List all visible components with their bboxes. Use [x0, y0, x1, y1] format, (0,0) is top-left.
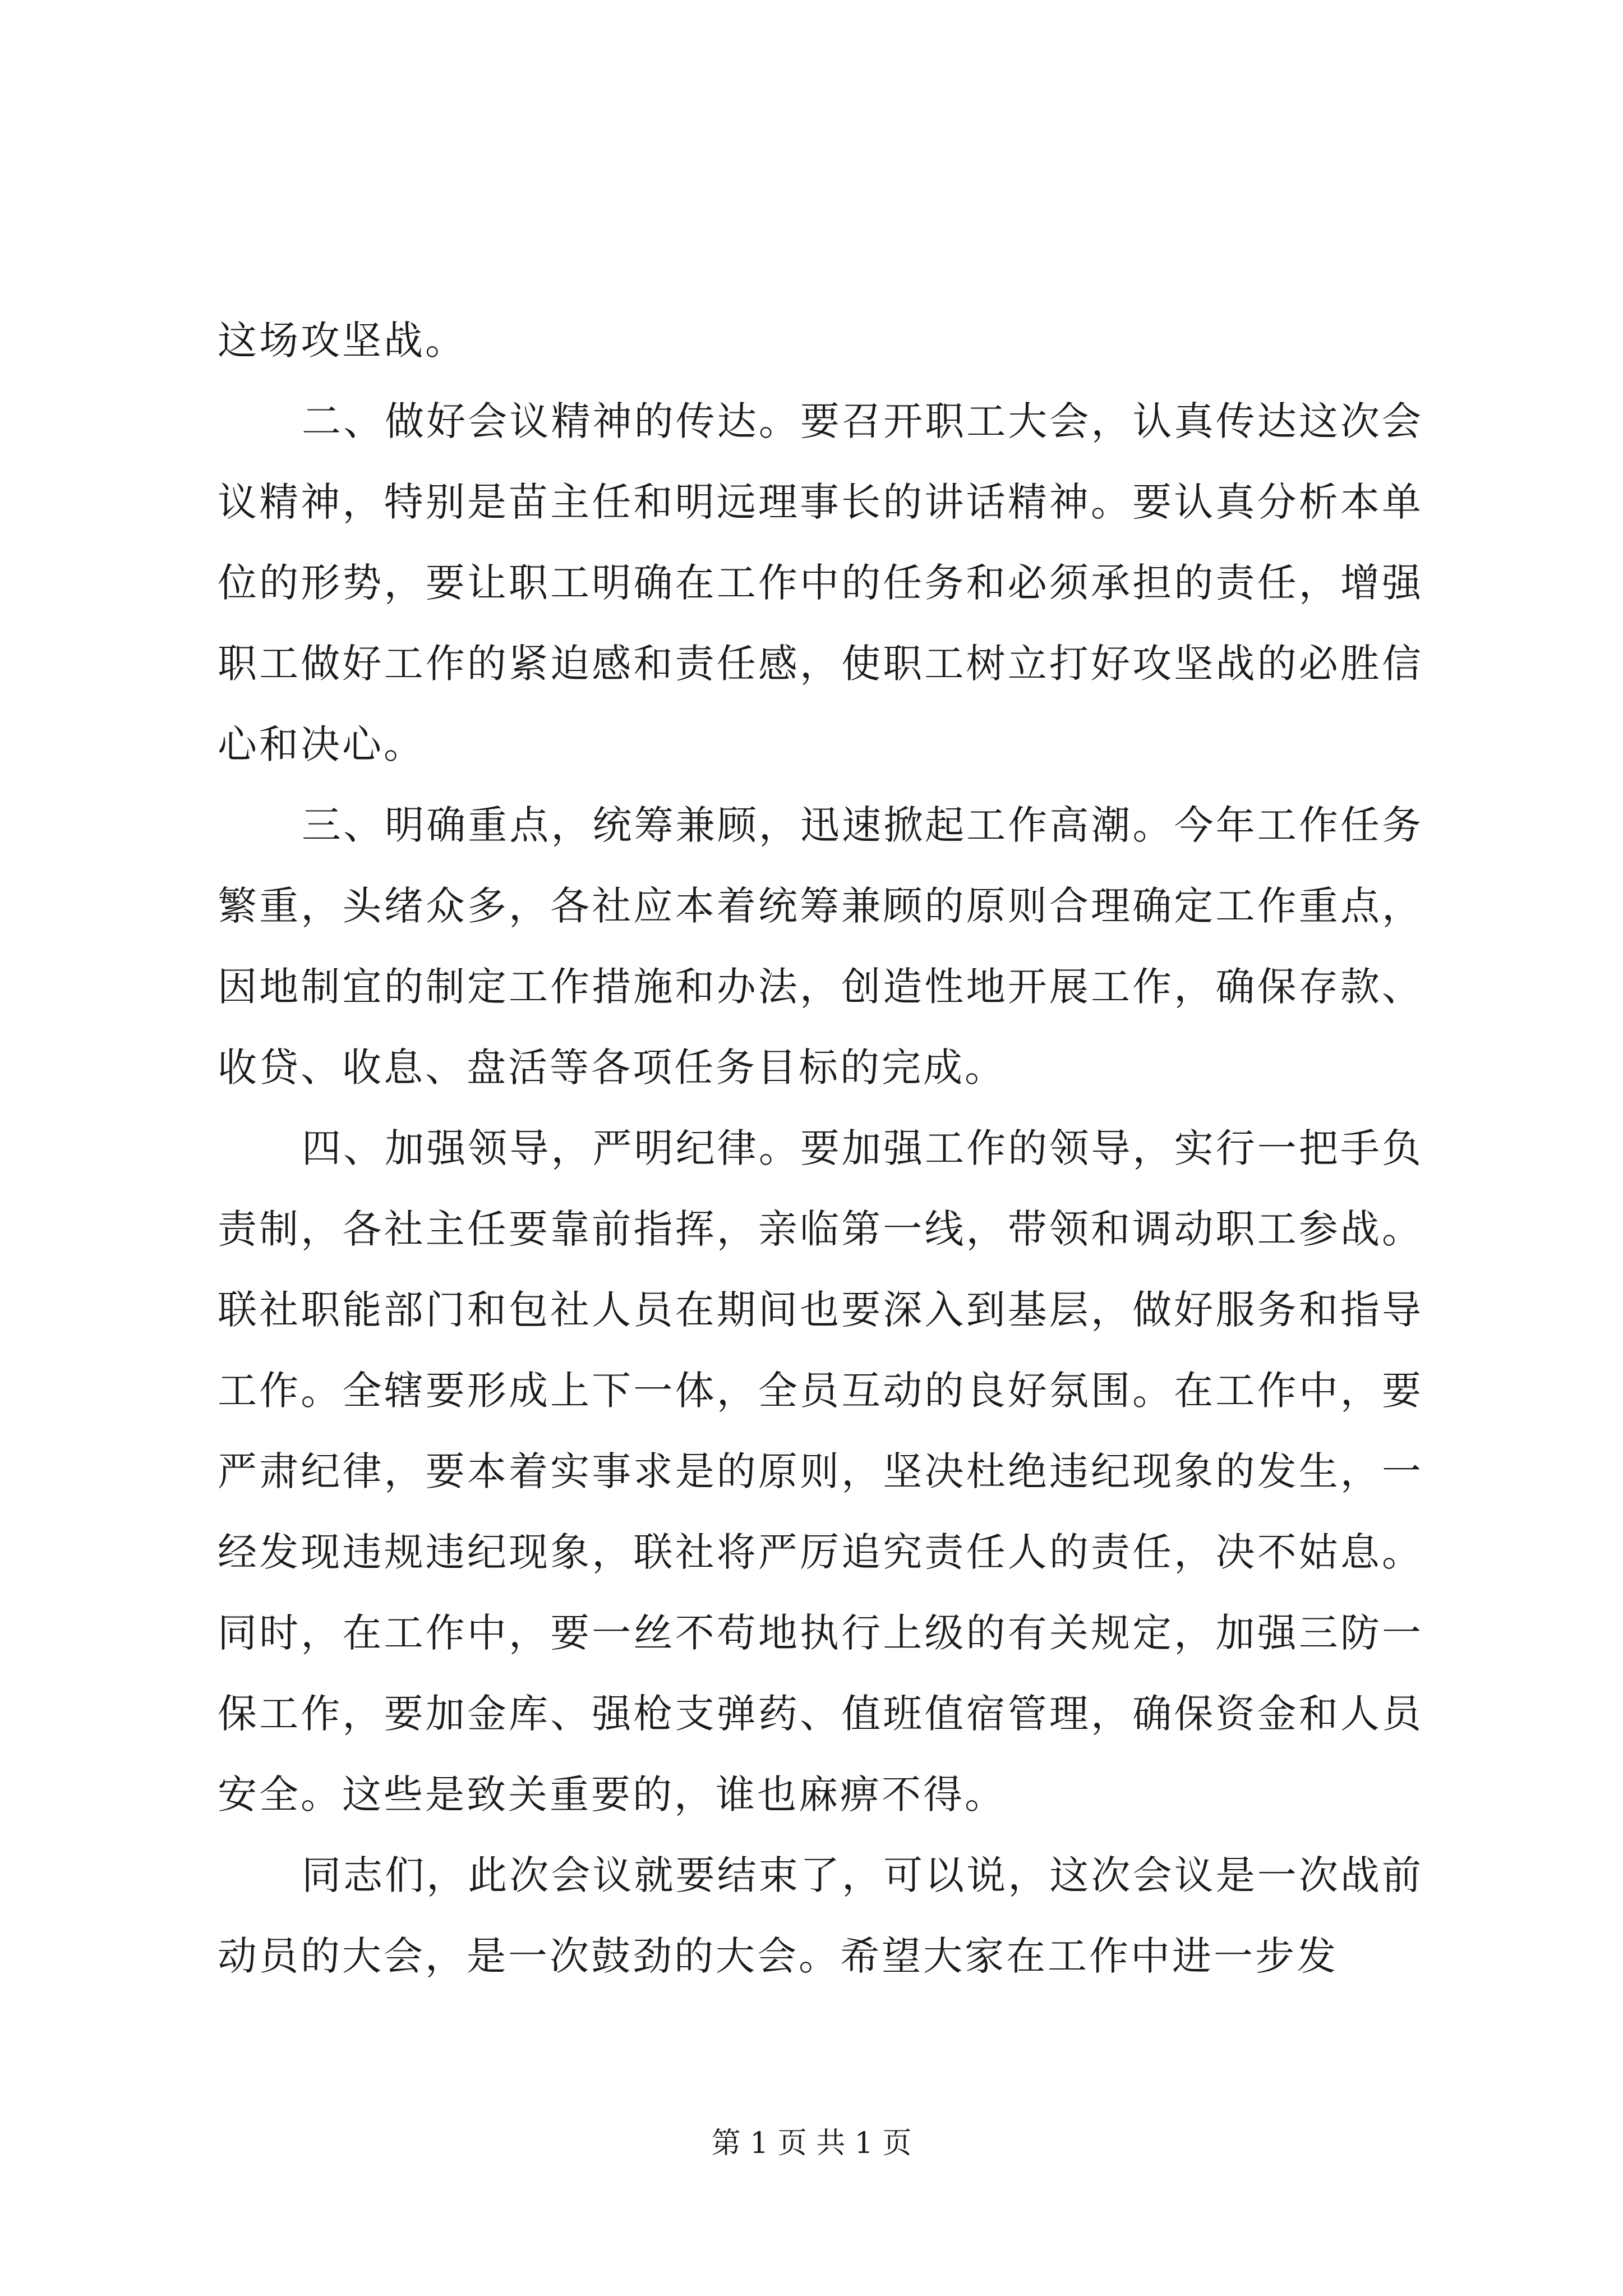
document-body: [218, 300, 1423, 1996]
paragraph-continuation: 这场攻坚战。: [218, 318, 467, 364]
paragraph-section-three: 三、明确重点，统筹兼顾，迅速掀起工作高潮。今年工作任务繁重，头绪众多，各社应本着统筹兼顾的原则合理确定工作重点，因地制宜的制定工作措施和办法，创造性地开展工作，确保存款、收贷、收息、盘活等各项任务目标的完成。: [218, 802, 1423, 1091]
page-number-footer: 第 1 页 共 1 页: [711, 2127, 912, 2160]
paragraph-section-two: 二、做好会议精神的传达。要召开职工大会，认真传达这次会议精神，特别是苗主任和明远理事长的讲话精神。要认真分析本单位的形势，要让职工明确在工作中的任务和必须承担的责任，增强职工做好工作的紧迫感和责任感，使职工树立打好攻坚战的必胜信心和决心。: [218, 398, 1423, 767]
paragraph-closing: 同志们，此次会议就要结束了，可以说，这次会议是一次战前动员的大会，是一次鼓劲的大会。希望大家在工作中进一步发: [218, 1852, 1423, 1979]
paragraph-section-four: 四、加强领导，严明纪律。要加强工作的领导，实行一把手负责制，各社主任要靠前指挥，亲临第一线，带领和调动职工参战。联社职能部门和包社人员在期间也要深入到基层，做好服务和指导工作。全辖要形成上下一体，全员互动的良好氛围。在工作中，要严肃纪律，要本着实事求是的原则，坚决杜绝违纪现象的发生，一经发现违规违纪现象，联社将严厉追究责任人的责任，决不姑息。同时，在工作中，要一丝不苟地执行上级的有关规定，加强三防一保工作，要加金库、强枪支弹药、值班值宿管理，确保资金和人员安全。这些是致关重要的，谁也麻痹不得。: [218, 1125, 1423, 1818]
